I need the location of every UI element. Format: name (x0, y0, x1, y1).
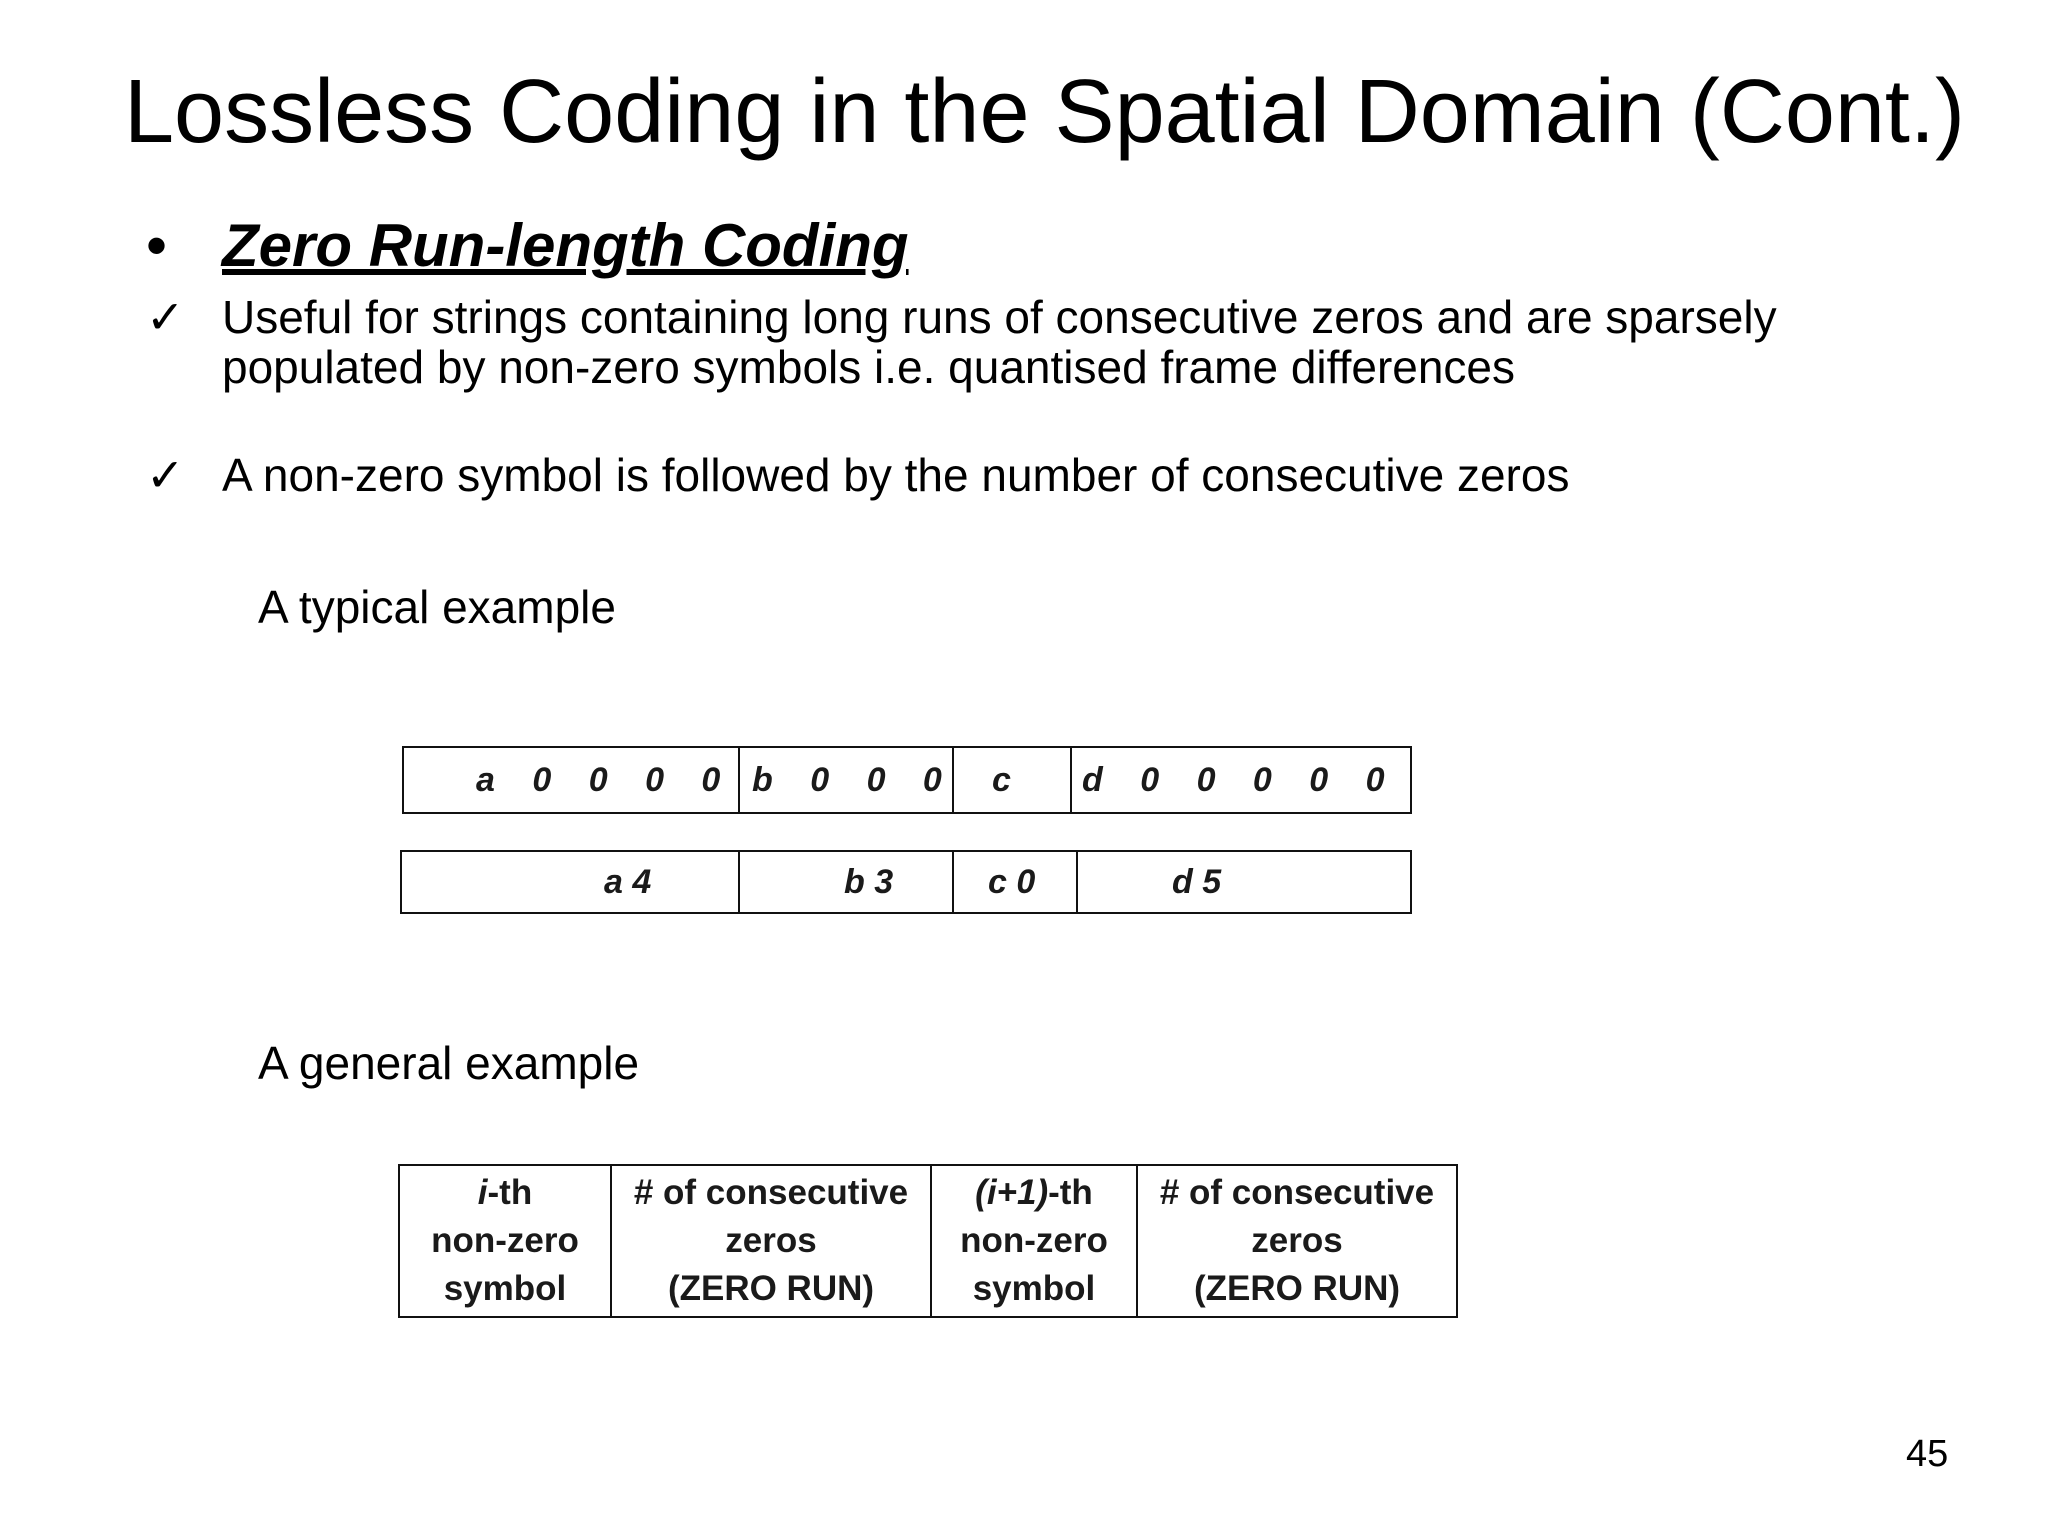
input-cell: d 0 0 0 0 0 (1082, 760, 1399, 799)
encoded-cell: a 4 (402, 852, 740, 912)
encoded-cell: b 3 (740, 852, 954, 912)
encoded-cell: d 5 (1172, 862, 1222, 901)
general-example-table (398, 1164, 1458, 1318)
cell-line: # of consecutive (1159, 1173, 1435, 1212)
bullet-dot-icon: • (146, 212, 168, 279)
cell-line: zeros (725, 1221, 817, 1260)
typical-input-strip (402, 746, 1412, 814)
cell-line: (ZERO RUN) (667, 1269, 875, 1308)
checkmark-icon: ✓ (146, 291, 185, 343)
cell-line: # of consecutive (633, 1173, 909, 1212)
input-cell: b 0 0 0 (740, 748, 954, 812)
cell-line-prefix: i (477, 1173, 488, 1212)
general-cell-zero-run (1138, 1166, 1456, 1316)
general-cell-next-symbol (932, 1166, 1138, 1316)
slide-title: Lossless Coding in the Spatial Domain (Cont.) (124, 62, 1965, 162)
general-cell-ith-symbol (400, 1166, 612, 1316)
cell-line: symbol (443, 1269, 567, 1308)
input-cell: c (954, 748, 1072, 812)
page-number: 45 (1906, 1433, 1949, 1475)
input-cell: a 0 0 0 0 (404, 748, 740, 812)
typical-encoded-strip (400, 850, 1412, 914)
cell-line-text: -th (487, 1173, 533, 1212)
cell-line-prefix: (i+1) (975, 1173, 1049, 1212)
cell-line (478, 1169, 532, 1217)
encoded-cell: c 0 (954, 852, 1078, 912)
cell-line: (ZERO RUN) (1193, 1269, 1401, 1308)
cell-line: zeros (1251, 1221, 1343, 1260)
cell-line: symbol (972, 1269, 1096, 1308)
point-nonzero-followed: A non-zero symbol is followed by the number of consecutive zeros (222, 449, 1570, 501)
checkmark-icon: ✓ (146, 449, 185, 501)
general-cell-zero-run (612, 1166, 932, 1316)
cell-line-text: -th (1048, 1173, 1093, 1212)
section-heading: Zero Run-length Coding (222, 212, 909, 279)
cell-line: non-zero (960, 1221, 1108, 1260)
typical-example-label: A typical example (258, 581, 616, 633)
cell-line (975, 1169, 1093, 1217)
cell-line: non-zero (431, 1221, 579, 1260)
general-example-label: A general example (258, 1037, 640, 1089)
point-useful-for: Useful for strings containing long runs of consecutive zeros and are sparsely populated by non-zero symbols i.e. quantised frame differences (222, 291, 1777, 393)
